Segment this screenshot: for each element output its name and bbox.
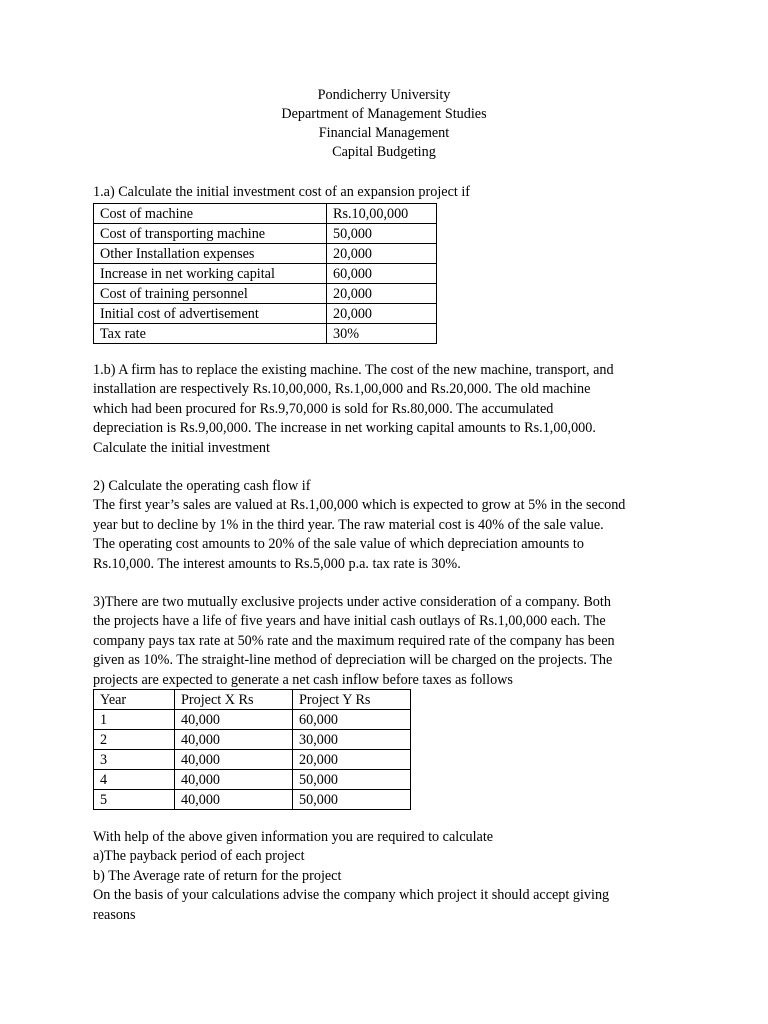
paragraph-line: which had been procured for Rs.9,70,000 is sold for Rs.80,000. The accumulated	[93, 400, 554, 417]
question-1b	[93, 361, 675, 458]
department-name: Department of Management Studies	[281, 106, 487, 122]
table-row	[94, 264, 437, 284]
paragraph-line: a)The payback period of each project	[93, 848, 305, 865]
paragraph-line: depreciation is Rs.9,00,000. The increase in net working capital amounts to Rs.1,00,000.	[93, 420, 596, 437]
table-row	[94, 284, 437, 304]
table-row	[94, 750, 411, 770]
table-cell: 30%	[327, 324, 437, 344]
paragraph-line: b) The Average rate of return for the project	[93, 867, 342, 884]
table-cell: Initial cost of advertisement	[94, 304, 327, 324]
table-header-cell: Year	[94, 690, 175, 710]
table-cell: 60,000	[327, 264, 437, 284]
table-row	[94, 790, 411, 810]
table-row	[94, 204, 437, 224]
paragraph-line: On the basis of your calculations advise the company which project it should accept giving	[93, 887, 610, 904]
document-header	[0, 86, 768, 162]
table-header-cell: Project X Rs	[175, 690, 293, 710]
paragraph-line: 1.b) A firm has to replace the existing machine. The cost of the new machine, transport, and	[93, 362, 614, 378]
table-cell: 20,000	[327, 284, 437, 304]
table-cell: 20,000	[327, 244, 437, 264]
table-cell: 5	[94, 790, 175, 810]
paragraph-line: The first year’s sales are valued at Rs.1,00,000 which is expected to grow at 5% in the second	[93, 497, 626, 514]
table-cell: 4	[94, 770, 175, 790]
table-cell: 50,000	[327, 224, 437, 244]
table-row	[94, 224, 437, 244]
table-cell: 50,000	[293, 790, 411, 810]
table-cell: Increase in net working capital	[94, 264, 327, 284]
paragraph-line: year but to decline by 1% in the third year. The raw material cost is 40% of the sale value.	[93, 516, 604, 533]
topic-name: Capital Budgeting	[332, 144, 436, 160]
paragraph-line: Rs.10,000. The interest amounts to Rs.5,000 p.a. tax rate is 30%.	[93, 555, 461, 572]
table-cell: 40,000	[175, 790, 293, 810]
table-row	[94, 244, 437, 264]
table-row	[94, 770, 411, 790]
table-cell: 40,000	[175, 770, 293, 790]
table-row	[94, 710, 411, 730]
table-cell: Cost of transporting machine	[94, 224, 327, 244]
paragraph-line: With help of the above given information you are required to calculate	[93, 829, 494, 845]
table-cell: 3	[94, 750, 175, 770]
course-name: Financial Management	[318, 125, 450, 141]
paragraph-line: the projects have a life of five years and have initial cash outlays of Rs.1,00,000 each. The	[93, 613, 606, 630]
table-cell: 50,000	[293, 770, 411, 790]
question-3-instructions	[93, 828, 675, 925]
paragraph-line: 3)There are two mutually exclusive projects under active consideration of a company. Both	[93, 594, 611, 610]
investment-cost-table	[93, 203, 437, 344]
table-cell: 1	[94, 710, 175, 730]
paragraph-line: The operating cost amounts to 20% of the sale value of which depreciation amounts to	[93, 536, 584, 553]
question-3	[93, 593, 675, 690]
cash-inflow-table	[93, 689, 411, 810]
university-name: Pondicherry University	[317, 87, 451, 103]
paragraph-line: Calculate the initial investment	[93, 439, 270, 456]
table-cell: 20,000	[327, 304, 437, 324]
paragraph-line: projects are expected to generate a net cash inflow before taxes as follows	[93, 671, 513, 688]
table-cell: Rs.10,00,000	[327, 204, 437, 224]
paragraph-line: given as 10%. The straight-line method of depreciation will be charged on the projects. The	[93, 652, 613, 669]
table-cell: 20,000	[293, 750, 411, 770]
question-1a-prompt: 1.a) Calculate the initial investment cost of an expansion project if	[93, 184, 471, 200]
table-cell: 40,000	[175, 750, 293, 770]
table-cell: Other Installation expenses	[94, 244, 327, 264]
table-row	[94, 324, 437, 344]
table-cell: 40,000	[175, 710, 293, 730]
table-row	[94, 730, 411, 750]
table-cell: Cost of machine	[94, 204, 327, 224]
table-header-cell: Project Y Rs	[293, 690, 411, 710]
table-header-row	[94, 690, 411, 710]
paragraph-line: company pays tax rate at 50% rate and the maximum required rate of the company has been	[93, 632, 615, 649]
table-cell: 2	[94, 730, 175, 750]
question-2-title: 2) Calculate the operating cash flow if	[93, 478, 311, 494]
table-cell: 30,000	[293, 730, 411, 750]
table-cell: Tax rate	[94, 324, 327, 344]
question-2	[93, 477, 675, 574]
table-row	[94, 304, 437, 324]
table-cell: Cost of training personnel	[94, 284, 327, 304]
paragraph-line: reasons	[93, 906, 136, 923]
paragraph-line: installation are respectively Rs.10,00,000, Rs.1,00,000 and Rs.20,000. The old machine	[93, 381, 591, 398]
table-cell: 40,000	[175, 730, 293, 750]
table-cell: 60,000	[293, 710, 411, 730]
